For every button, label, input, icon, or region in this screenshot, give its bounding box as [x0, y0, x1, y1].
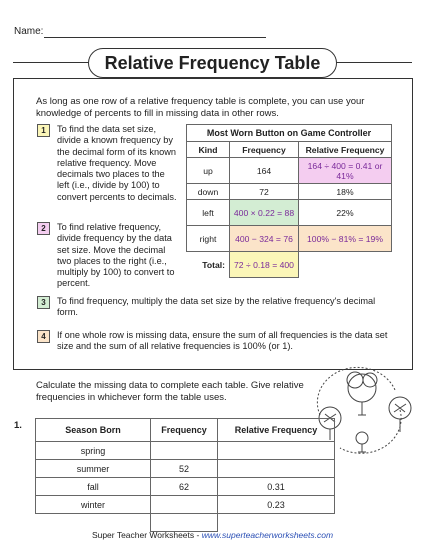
- row-summer-frequency: 52: [151, 460, 218, 478]
- row-spring-frequency-input[interactable]: [151, 442, 218, 460]
- title-rule-left: [13, 62, 89, 63]
- total-label: Total:: [202, 259, 225, 270]
- total-frequency-input[interactable]: [151, 514, 218, 532]
- row-summer-relative-input[interactable]: [218, 460, 335, 478]
- row-up-frequency: 164: [230, 158, 299, 184]
- header-frequency: Frequency: [230, 142, 299, 158]
- total-value: 72 ÷ 0.18 = 400: [230, 252, 299, 278]
- row-down-kind: down: [187, 184, 230, 200]
- row-down-relative: 18%: [299, 184, 392, 200]
- example-table-caption: Most Worn Button on Game Controller: [187, 125, 392, 142]
- step-2-badge: 2: [37, 222, 50, 235]
- season-born-table: [35, 418, 335, 532]
- task-instructions: Calculate the missing data to complete each table. Give relative frequencies in whichever form the table uses.: [36, 380, 304, 403]
- row-right-frequency: 400 − 324 = 76: [230, 226, 299, 252]
- name-label: Name:: [14, 26, 44, 37]
- row-summer-season: summer: [36, 460, 151, 478]
- header-season-born: Season Born: [36, 419, 151, 442]
- step-1-text: To find the data set size, divide a known frequency by the decimal form of its known relative frequency. Move decimals two places to the left (i.e., divide by 100) to convert percents to decimals.: [57, 124, 177, 202]
- row-fall-frequency: 62: [151, 478, 218, 496]
- footer-text: Super Teacher Worksheets -: [91, 530, 202, 540]
- title-rule-right: [334, 62, 412, 63]
- row-down-frequency: 72: [230, 184, 299, 200]
- row-up-relative: 164 ÷ 400 = 0.41 or 41%: [299, 158, 392, 184]
- row-spring-relative-input[interactable]: [218, 442, 335, 460]
- header-frequency: Frequency: [151, 419, 218, 442]
- row-right-relative: 100% − 81% = 19%: [299, 226, 392, 252]
- row-fall-season: fall: [36, 478, 151, 496]
- example-frequency-table: [186, 124, 392, 278]
- header-kind: Kind: [187, 142, 230, 158]
- row-winter-relative: 0.23: [218, 496, 335, 514]
- problem-number: 1.: [14, 420, 22, 431]
- row-left-kind: left: [187, 200, 230, 226]
- row-fall-relative: 0.31: [218, 478, 335, 496]
- step-3-text: To find frequency, multiply the data set size by the relative frequency's decimal form.: [57, 296, 376, 318]
- page-title: Relative Frequency Table: [88, 48, 337, 78]
- row-right-kind: right: [187, 226, 230, 252]
- step-4-text: If one whole row is missing data, ensure the sum of all frequencies is the data set size and the sum of all relative frequencies is 100% (or 1).: [57, 330, 388, 352]
- row-winter-frequency-input[interactable]: [151, 496, 218, 514]
- intro-text: As long as one row of a relative frequency table is complete, you can use your knowledge of percents to fill in missing data in other rows.: [36, 96, 365, 119]
- step-2-text: To find relative frequency, divide frequency by the data set size. Move the decimal two places to the right (i.e., multiply by 100) to convert to percent.: [57, 222, 175, 289]
- footer: [0, 530, 425, 540]
- footer-link[interactable]: www.superteacherworksheets.com: [201, 530, 334, 540]
- name-input-line[interactable]: [44, 37, 266, 38]
- row-spring-season: spring: [36, 442, 151, 460]
- header-relative-frequency: Relative Frequency: [299, 142, 392, 158]
- step-4-badge: 4: [37, 330, 50, 343]
- step-1-badge: 1: [37, 124, 50, 137]
- row-up-kind: up: [187, 158, 230, 184]
- row-left-frequency: 400 × 0.22 = 88: [230, 200, 299, 226]
- row-left-relative: 22%: [299, 200, 392, 226]
- header-relative-frequency: Relative Frequency: [218, 419, 335, 442]
- step-3-badge: 3: [37, 296, 50, 309]
- row-winter-season: winter: [36, 496, 151, 514]
